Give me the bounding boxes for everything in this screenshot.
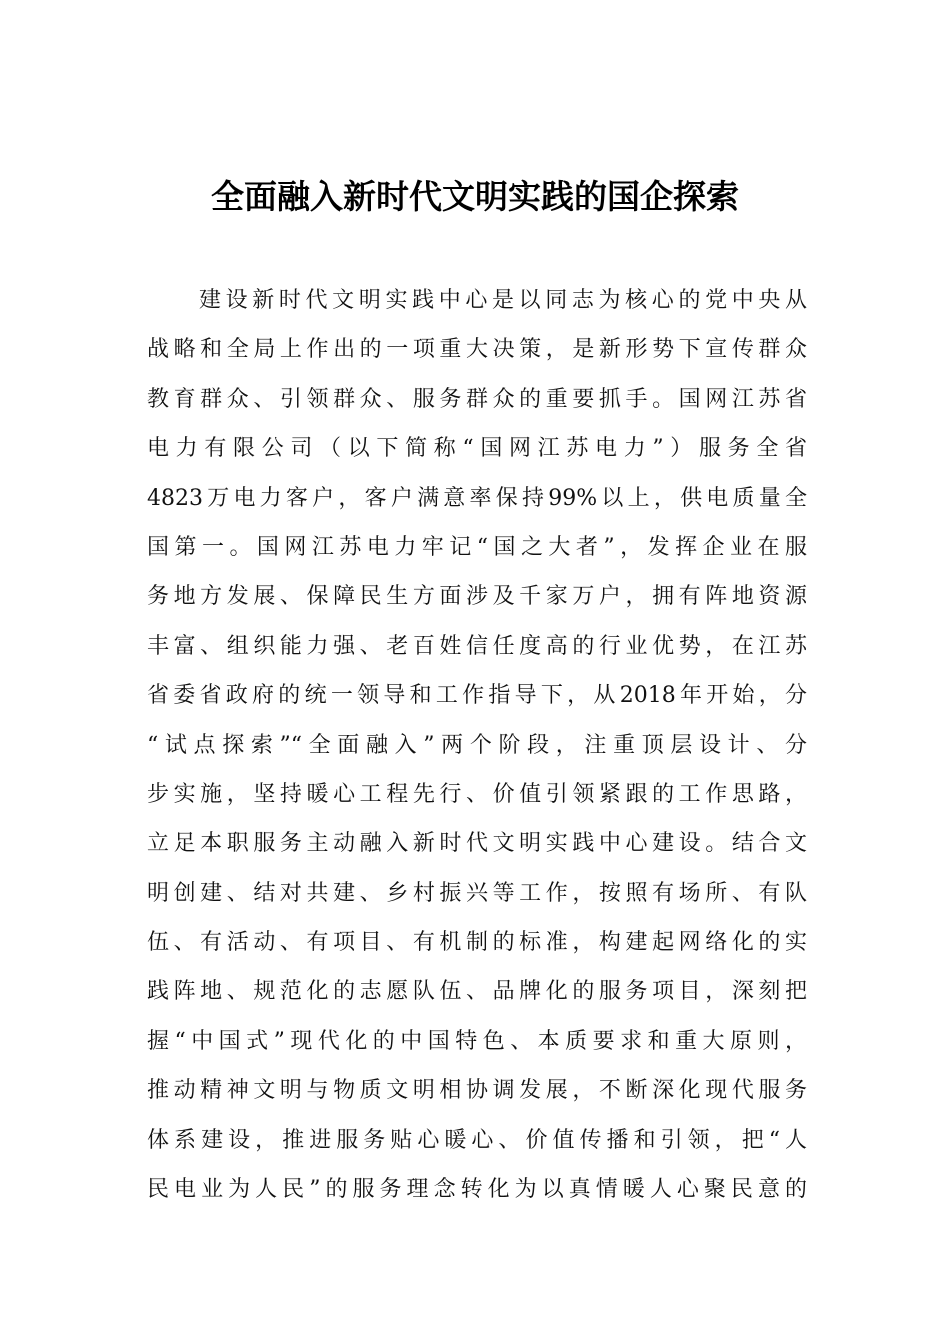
paragraph-line: 民电业为人民”的服务理念转化为以真情暖人心聚民意的 xyxy=(147,1177,807,1203)
document-title: 全面融入新时代文明实践的国企探索 xyxy=(211,177,739,216)
paragraph-line: 务地方发展、保障民生方面涉及千家万户，拥有阵地资源 xyxy=(147,584,807,610)
paragraph-line: 步实施，坚持暖心工程先行、价值引领紧跟的工作思路， xyxy=(147,781,807,807)
paragraph-line: 省委省政府的统一领导和工作指导下，从2018年开始，分 xyxy=(147,683,807,709)
paragraph-line: 建设新时代文明实践中心是以同志为核心的党中央从 xyxy=(199,288,807,313)
paragraph-line: 立足本职服务主动融入新时代文明实践中心建设。结合文 xyxy=(147,831,807,857)
paragraph-line: “试点探索”“全面融入”两个阶段，注重顶层设计、分 xyxy=(147,732,807,758)
paragraph-line: 电力有限公司（以下简称“国网江苏电力”）服务全省 xyxy=(147,436,807,462)
paragraph-line: 教育群众、引领群众、服务群众的重要抓手。国网江苏省 xyxy=(147,386,807,412)
paragraph-line: 推动精神文明与物质文明相协调发展，不断深化现代服务 xyxy=(147,1078,807,1104)
paragraph-line: 握“中国式”现代化的中国特色、本质要求和重大原则， xyxy=(147,1028,807,1054)
paragraph-line: 践阵地、规范化的志愿队伍、品牌化的服务项目，深刻把 xyxy=(147,979,807,1005)
paragraph-line: 伍、有活动、有项目、有机制的标准，构建起网络化的实 xyxy=(147,930,807,956)
paragraph-line: 体系建设，推进服务贴心暖心、价值传播和引领，把“人 xyxy=(147,1127,807,1153)
paragraph-line: 4823万电力客户，客户满意率保持99%以上，供电质量全 xyxy=(147,485,807,511)
body-paragraph xyxy=(147,276,807,1214)
paragraph-line: 明创建、结对共建、乡村振兴等工作，按照有场所、有队 xyxy=(147,880,807,906)
paragraph-line: 国第一。国网江苏电力牢记“国之大者”，发挥企业在服 xyxy=(147,534,807,560)
paragraph-line: 战略和全局上作出的一项重大决策，是新形势下宣传群众 xyxy=(147,337,807,363)
paragraph-line: 丰富、组织能力强、老百姓信任度高的行业优势，在江苏 xyxy=(147,633,807,659)
